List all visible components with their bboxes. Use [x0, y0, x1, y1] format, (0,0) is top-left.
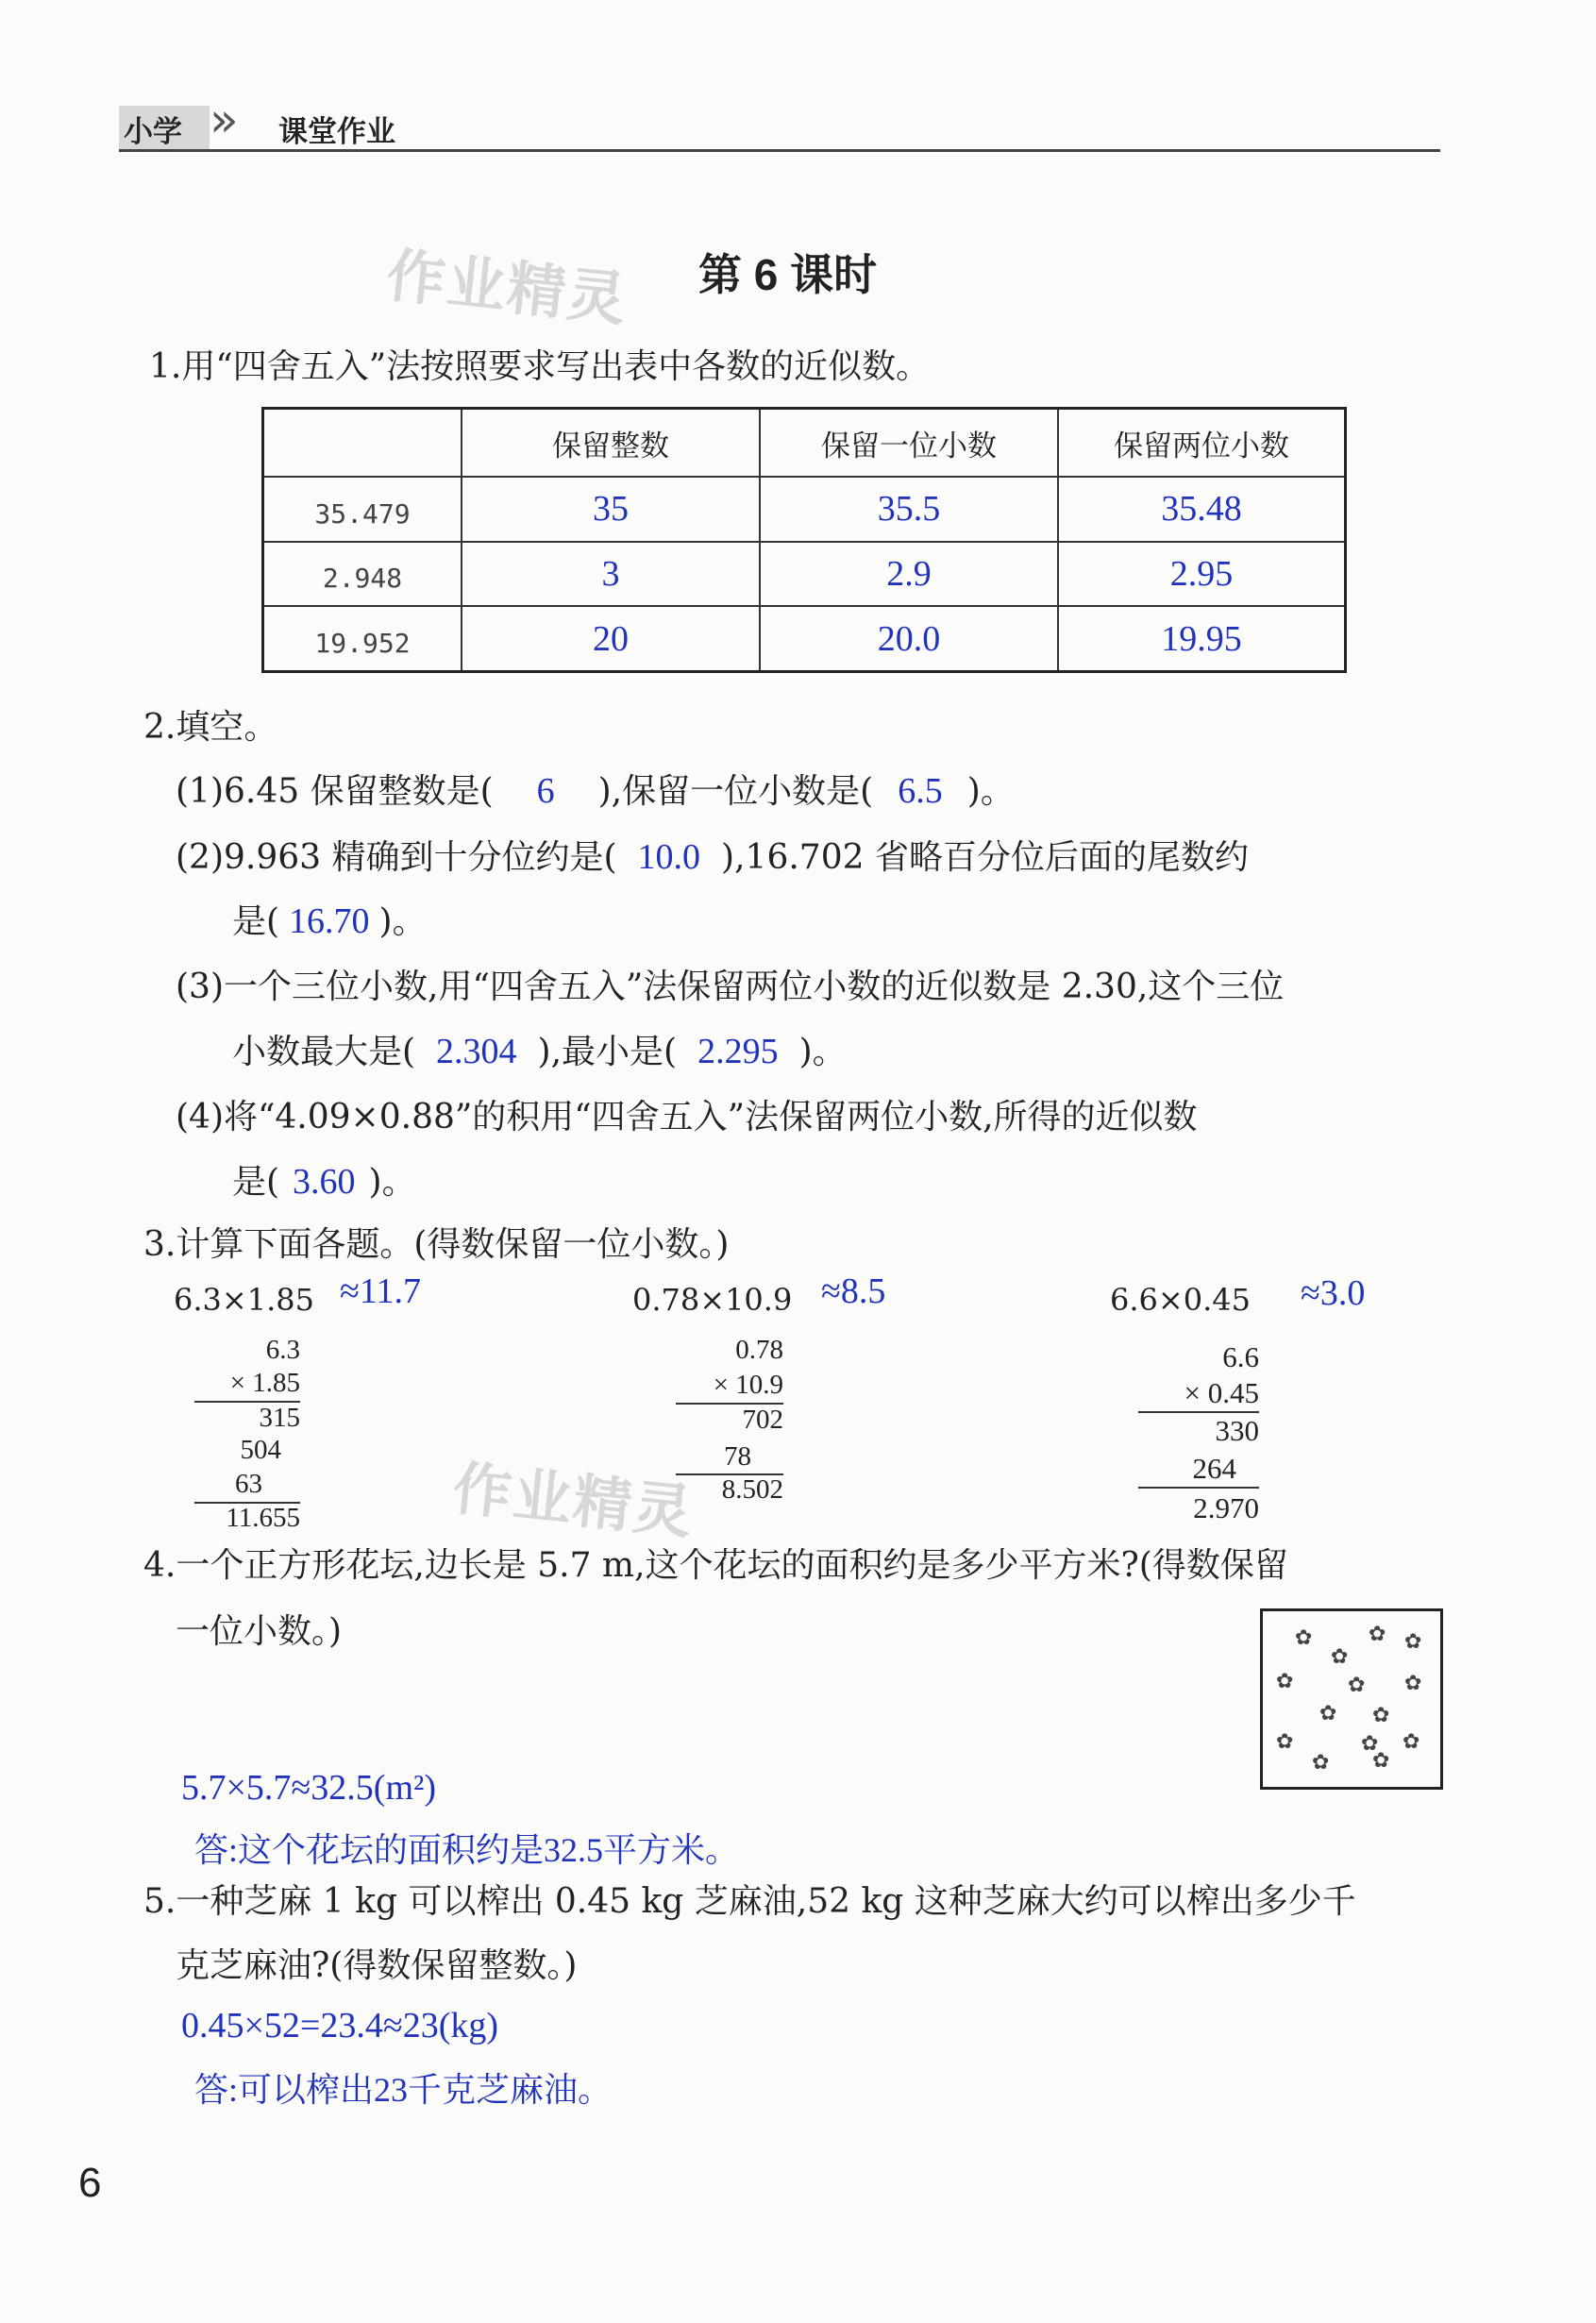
answer-blank: 6 [536, 771, 555, 811]
watermark: 作业精灵 [383, 240, 631, 335]
table-header-cell: 保留一位小数 [760, 409, 1058, 478]
calc-line: 264 [1192, 1452, 1236, 1485]
calc-line: × 10.9 [713, 1370, 783, 1400]
header-rule [119, 149, 1440, 152]
q4-prompt-cont: 一位小数。) [176, 1612, 343, 1651]
page-number: 6 [78, 2160, 102, 2206]
answer-blank: 6.5 [898, 771, 943, 811]
q2-part4-cont: 是( 3.60 )。 [232, 1162, 416, 1202]
table-cell-number: 2.948 [263, 542, 462, 607]
calc-line: 63 [235, 1469, 262, 1499]
calc-expression: 0.78×10.9 [632, 1282, 793, 1318]
watermark: 作业精灵 [449, 1453, 697, 1548]
calc-answer: ≈3.0 [1301, 1273, 1366, 1313]
calc-line: 504 [240, 1435, 281, 1465]
calc-answer: ≈8.5 [821, 1271, 886, 1311]
calc-line: 0.78 [735, 1335, 783, 1365]
q5-work: 0.45×52=23.4≈23(kg) [181, 2006, 499, 2045]
q3-prompt: 3.计算下面各题。(得数保留一位小数。) [143, 1225, 730, 1264]
flower-icon: ✿ [1404, 1672, 1422, 1695]
flower-icon: ✿ [1372, 1704, 1390, 1727]
table-header-cell: 保留整数 [462, 409, 760, 478]
rounding-table [261, 407, 1347, 673]
q5-prompt: 5.一种芝麻 1 kg 可以榨出 0.45 kg 芝麻油,52 kg 这种芝麻大约可以榨出多少千 [143, 1882, 1356, 1921]
q2-part2-cont: 是( 16.70 )。 [232, 901, 427, 941]
q4-answer: 答:这个花坛的面积约是32.5平方米。 [194, 1831, 740, 1869]
calc-answer: ≈11.7 [340, 1271, 421, 1311]
q2-part3: (3)一个三位小数,用“四舍五入”法保留两位小数的近似数是 2.30,这个三位 [176, 968, 1285, 1006]
calc-line: 8.502 [721, 1474, 783, 1505]
table-row [263, 477, 1346, 542]
q2-part3-cont: 小数最大是( 2.304 ),最小是( 2.295 )。 [232, 1032, 847, 1071]
flower-icon: ✿ [1295, 1626, 1313, 1650]
q4-work: 5.7×5.7≈32.5(m²) [181, 1768, 437, 1808]
header-title: 课堂作业 [278, 115, 395, 148]
table-cell-answer: 20.0 [760, 606, 1058, 671]
calc-line: 330 [1215, 1414, 1259, 1447]
calc-line: 315 [259, 1403, 300, 1433]
q4-prompt: 4.一个正方形花坛,边长是 5.7 m,这个花坛的面积约是多少平方米?(得数保留 [143, 1546, 1288, 1585]
calc-rule [1138, 1487, 1259, 1489]
flower-icon: ✿ [1372, 1749, 1390, 1773]
table-cell-number: 19.952 [263, 606, 462, 671]
table-cell-answer: 20 [462, 606, 760, 671]
answer-blank: 2.304 [436, 1032, 517, 1071]
answer-blank: 10.0 [637, 837, 701, 877]
q2-part4: (4)将“4.09×0.88”的积用“四舍五入”法保留两位小数,所得的近似数 [176, 1098, 1198, 1136]
flower-bed-illustration [1260, 1608, 1443, 1790]
table-cell-answer: 19.95 [1058, 606, 1346, 671]
calc-line: 6.6 [1222, 1340, 1259, 1373]
table-row [263, 542, 1346, 607]
lesson-title: 第 6 课时 [698, 250, 878, 299]
flower-icon: ✿ [1361, 1732, 1379, 1756]
q2-part1: (1)6.45 保留整数是( 6 ),保留一位小数是( 6.5 )。 [176, 771, 1015, 811]
q1-prompt: 1.用“四舍五入”法按照要求写出表中各数的近似数。 [149, 347, 931, 386]
calc-line: 6.3 [265, 1335, 300, 1365]
flower-icon: ✿ [1348, 1674, 1366, 1697]
flower-icon: ✿ [1369, 1623, 1386, 1646]
answer-blank: 16.70 [289, 901, 370, 941]
flower-icon: ✿ [1331, 1645, 1349, 1669]
calc-line: 11.655 [226, 1503, 300, 1533]
calc-line: 78 [724, 1441, 751, 1472]
calc-expression: 6.6×0.45 [1110, 1282, 1251, 1318]
q2-prompt: 2.填空。 [143, 708, 278, 747]
flower-icon: ✿ [1319, 1702, 1337, 1725]
header-tag: 小学 [124, 115, 182, 148]
calc-line: 702 [742, 1405, 783, 1435]
table-cell-answer: 35 [462, 477, 760, 542]
flower-icon: ✿ [1404, 1630, 1422, 1654]
q5-answer: 答:可以榨出23千克芝麻油。 [194, 2071, 613, 2109]
q5-prompt-cont: 克芝麻油?(得数保留整数。) [176, 1946, 578, 1985]
table-header-row [263, 409, 1346, 478]
table-cell-answer: 35.48 [1058, 477, 1346, 542]
flower-icon: ✿ [1403, 1730, 1420, 1754]
calc-line: × 0.45 [1184, 1376, 1259, 1409]
calc-line: × 1.85 [229, 1368, 300, 1398]
q2-part2: (2)9.963 精确到十分位约是( 10.0 ),16.702 省略百分位后面的尾数约 [176, 837, 1249, 877]
table-cell-number: 35.479 [263, 477, 462, 542]
flower-icon: ✿ [1276, 1730, 1294, 1754]
table-row [263, 606, 1346, 671]
table-cell-answer: 3 [462, 542, 760, 607]
table-cell-answer: 35.5 [760, 477, 1058, 542]
flower-icon: ✿ [1276, 1670, 1294, 1693]
calc-expression: 6.3×1.85 [174, 1282, 314, 1318]
calc-rule [1138, 1411, 1259, 1413]
answer-blank: 2.295 [697, 1032, 779, 1071]
table-cell-answer: 2.9 [760, 542, 1058, 607]
table-cell-answer: 2.95 [1058, 542, 1346, 607]
answer-blank: 3.60 [293, 1162, 356, 1202]
calc-line: 2.970 [1193, 1491, 1259, 1524]
table-header-cell: 保留两位小数 [1058, 409, 1346, 478]
table-header-cell [263, 409, 462, 478]
flower-icon: ✿ [1312, 1751, 1330, 1775]
chevron-right-icon: » [210, 93, 226, 147]
